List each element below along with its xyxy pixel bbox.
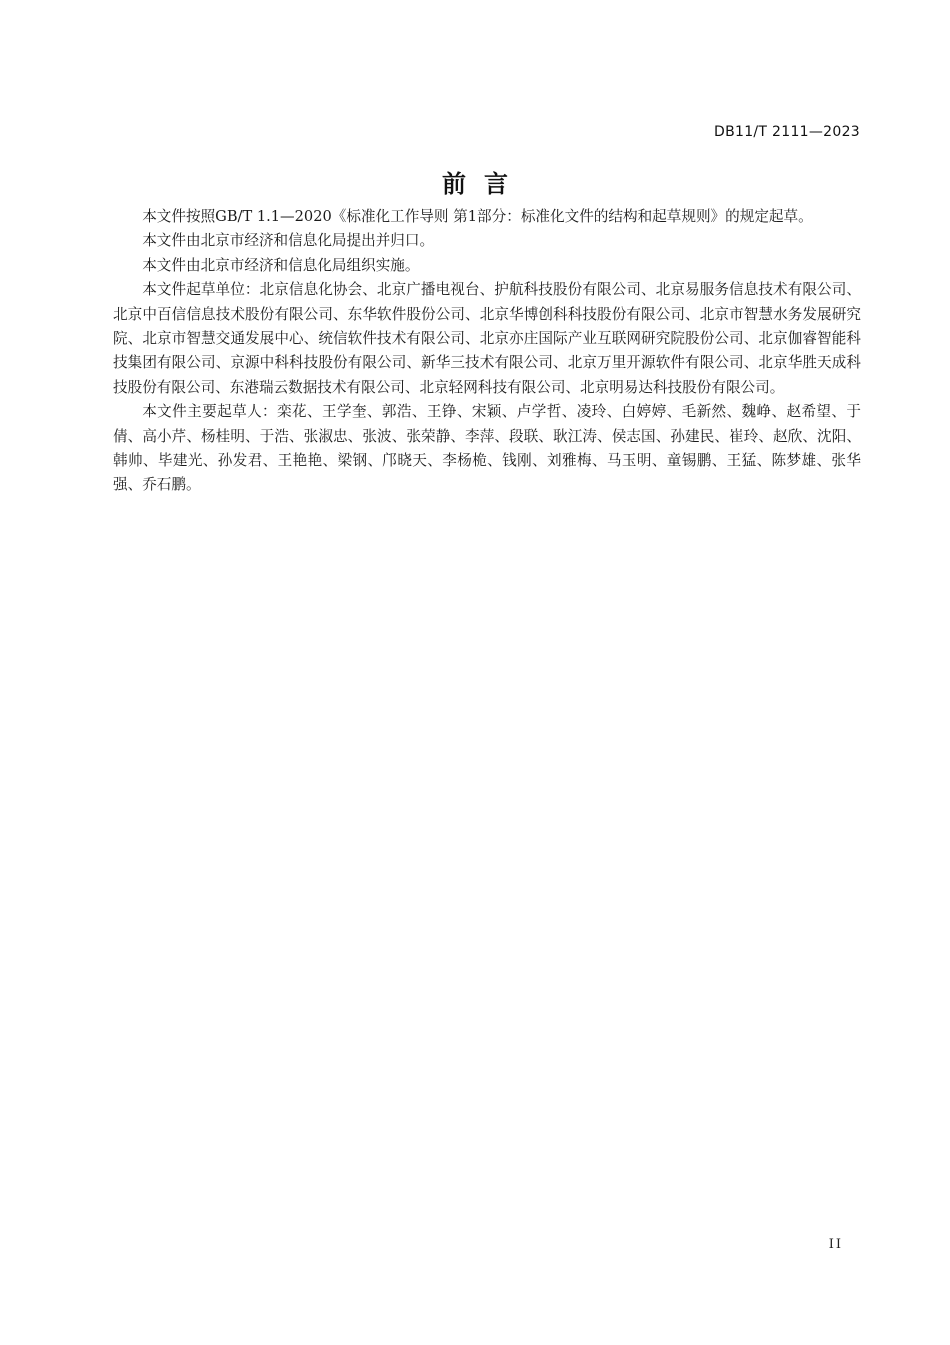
standard-code: DB11/T 2111—2023 — [714, 124, 860, 140]
paragraph-proposer: 本文件由北京市经济和信息化局提出并归口。 — [142, 232, 435, 250]
paragraph-implementer: 本文件由北京市经济和信息化局组织实施。 — [142, 256, 420, 274]
paragraph-drafting-rules: 本文件按照GB/T 1.1—2020《标准化工作导则 第1部分：标准化文件的结构和起草规则》的规定起草。 — [142, 208, 813, 225]
foreword-body — [113, 205, 861, 498]
page-number: II — [828, 1237, 843, 1252]
paragraph-drafting-units: 本文件起草单位：北京信息化协会、北京广播电视台、护航科技股份有限公司、北京易服务信息技术有限公司、北京中百信信息技术股份有限公司、东华软件股份公司、北京华博创科科技股份有限公司、北京市智慧水务发展研究院、北京市智慧交通发展中心、统信软件技术有限公司、北京亦庄国际产业互联网研究院股份公司、北京伽睿智能科技集团有限公司、京源中科科技股份有限公司、新华三技术有限公司、北京万里开源软件有限公司、北京华胜天成科技股份有限公司、东港瑞云数据技术有限公司、北京轻网科技有限公司、北京明易达科技股份有限公司。 — [113, 281, 861, 396]
page-title: 前言 — [442, 170, 526, 198]
paragraph-main-drafters: 本文件主要起草人：栾花、王学奎、郭浩、王铮、宋颖、卢学哲、凌玲、白婷婷、毛新然、魏峥、赵希望、于倩、高小芹、杨桂明、于浩、张淑忠、张波、张荣静、李萍、段联、耿江涛、侯志国、孙建民、崔玲、赵欣、沈阳、韩帅、毕建光、孙发君、王艳艳、梁钢、邝晓天、李杨桅、钱刚、刘雅梅、马玉明、童锡鹏、王猛、陈梦雄、张华强、乔石鹏。 — [113, 403, 861, 494]
